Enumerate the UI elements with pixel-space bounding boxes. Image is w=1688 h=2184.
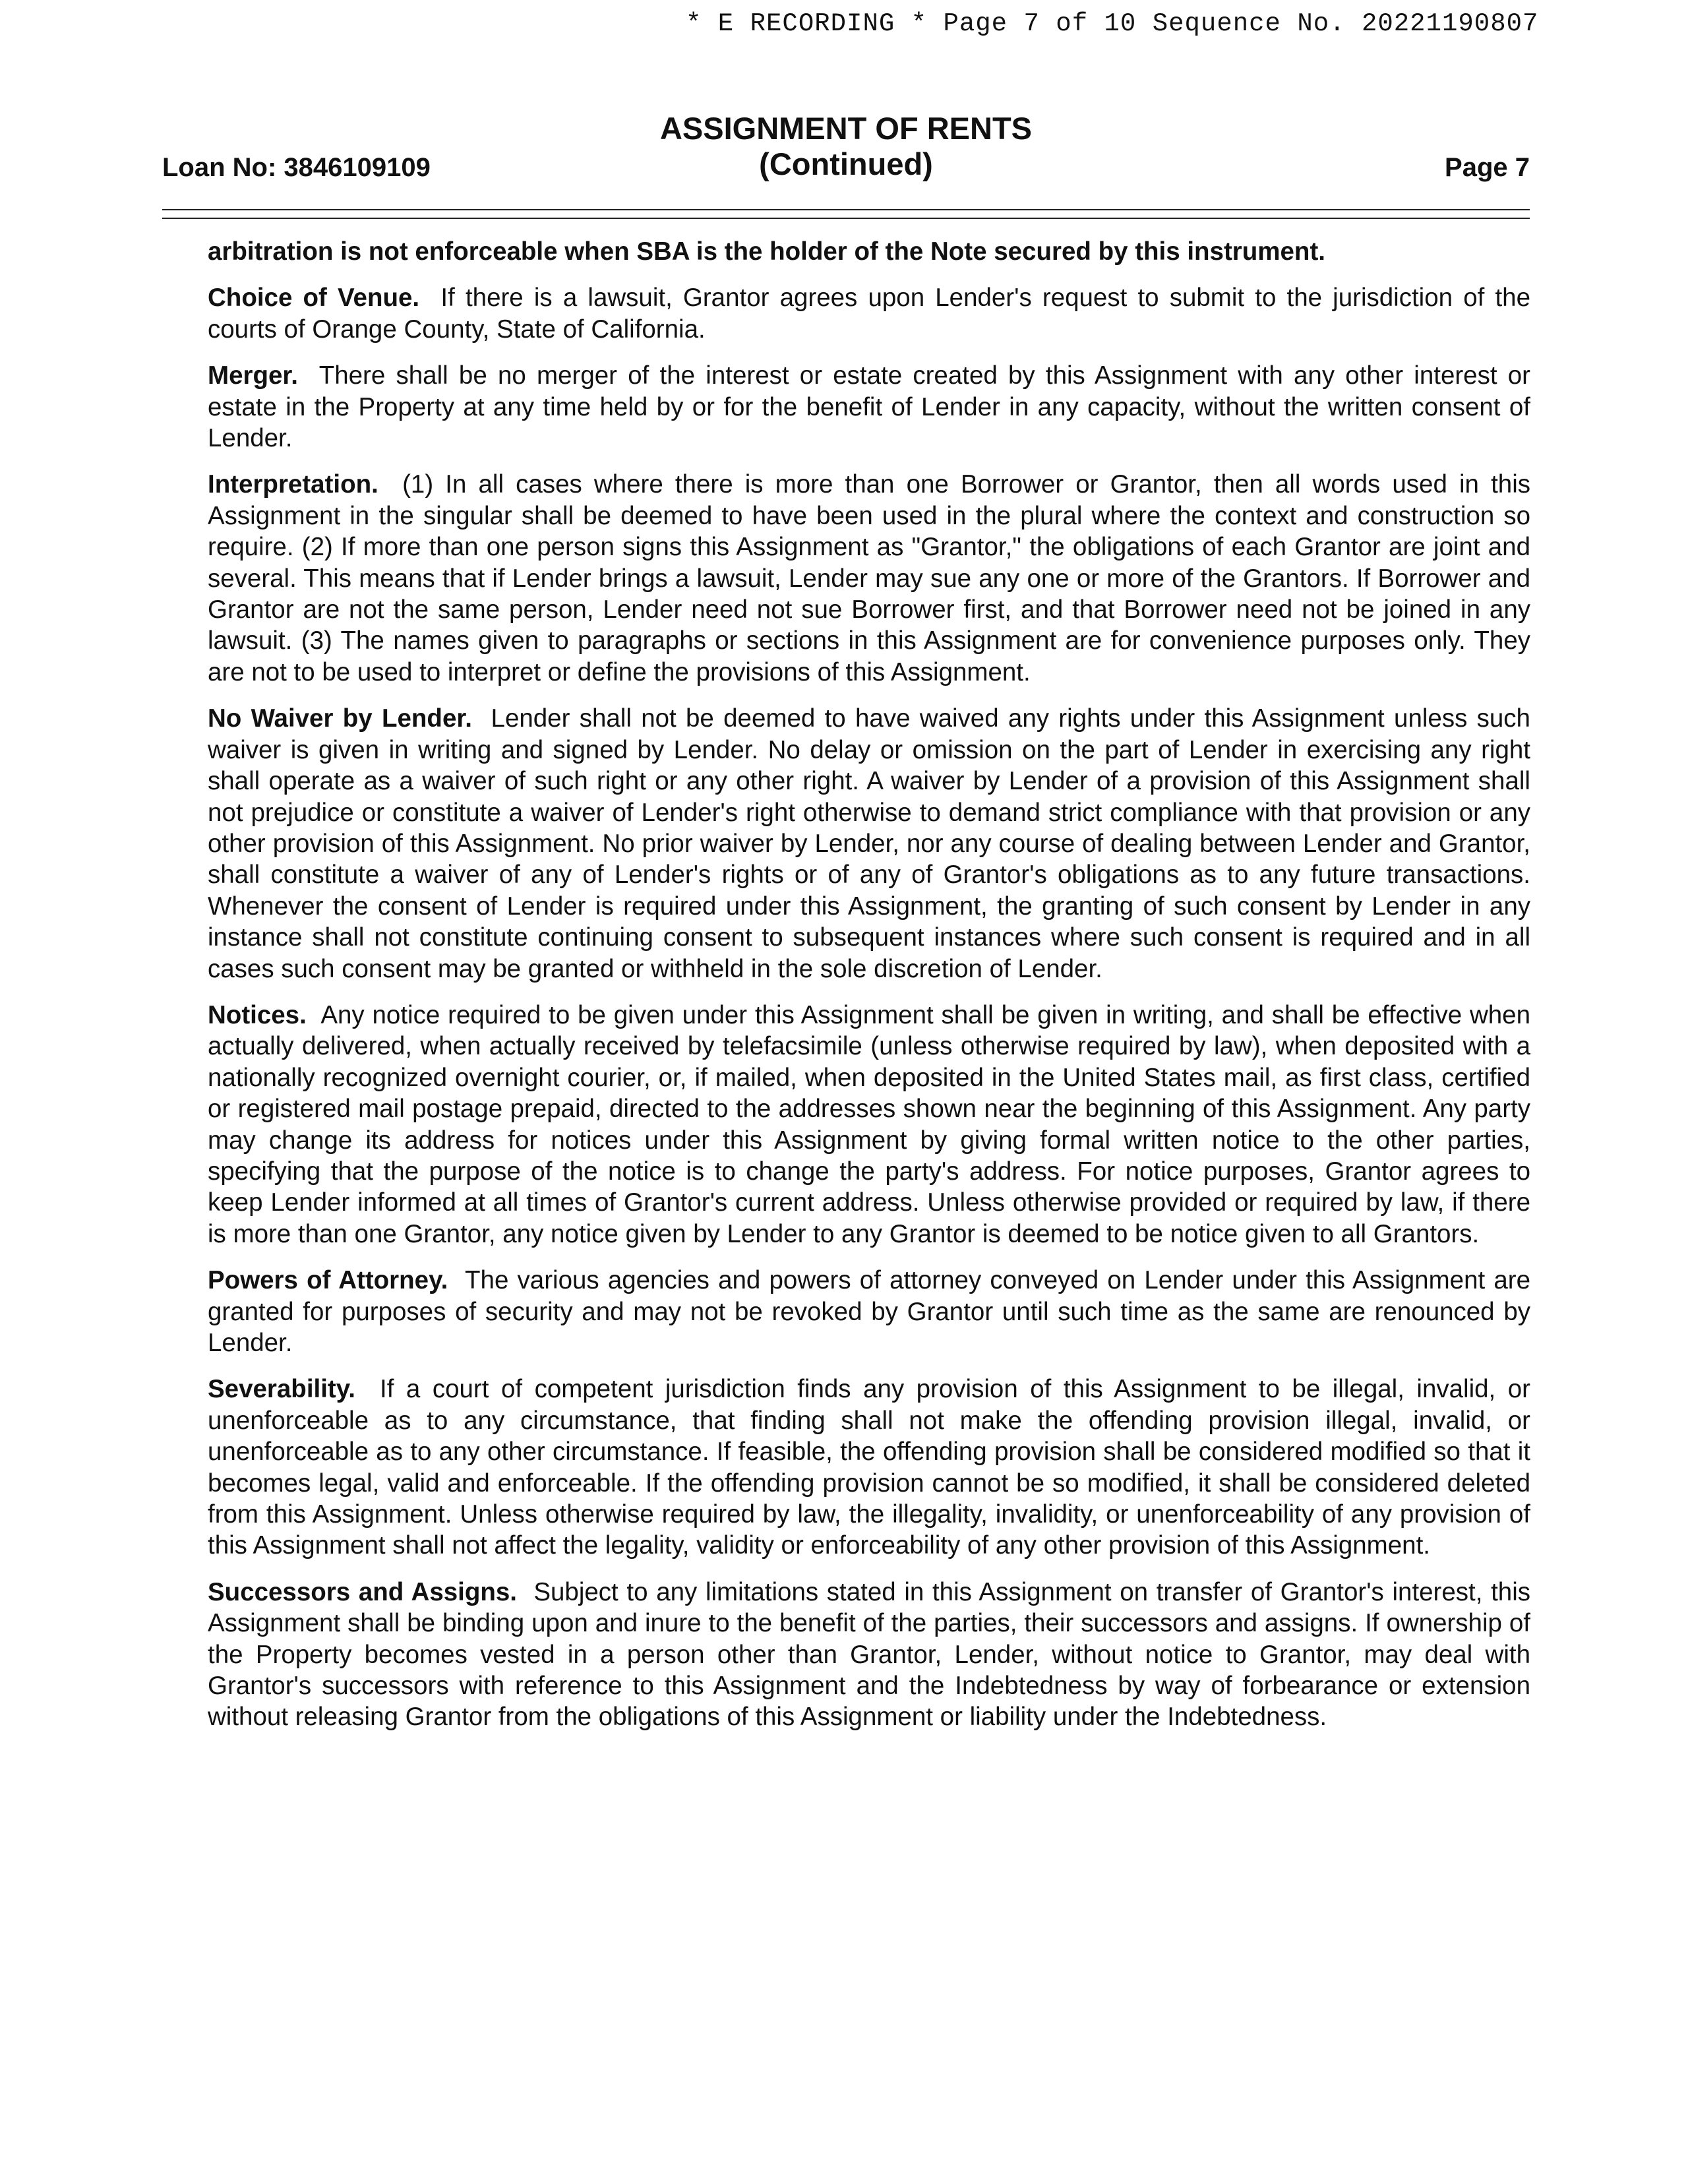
- section-heading: Successors and Assigns.: [208, 1577, 517, 1606]
- section-text: There shall be no merger of the interest or estate created by this Assignment with any other interest or estate in the Property at any time held by or for the benefit of Lender in any capacity, without the written consent of Lender.: [208, 361, 1530, 453]
- section-text: If a court of competent jurisdiction finds any provision of this Assignment to be illegal, invalid, or unenforceable as to any circumstance, that finding shall not make the offending provision illegal, invalid, or unenforceable as to any other circumstance. If feasible, the offending provision shall be considered modified so that it becomes legal, valid and enforceable. If the offending provision cannot be so modified, it shall be considered deleted from this Assignment. Unless otherwise required by law, the illegality, invalidity, or unenforceability of any provision of this Assignment shall not affect the legality, validity or enforceability of any other provision of this Assignment.: [208, 1375, 1530, 1560]
- section-heading: No Waiver by Lender.: [208, 704, 472, 733]
- section-text: The various agencies and powers of attorney conveyed on Lender under this Assignment are granted for purposes of security and may not be revoked by Grantor until such time as the same are renounced by Lender.: [208, 1266, 1530, 1357]
- section-text: Lender shall not be deemed to have waived any rights under this Assignment unless such waiver is given in writing and signed by Lender. No delay or omission on the part of Lender in exercising any right shall operate as a waiver of such right or any other right. A waiver by Lender of a provision of this Assignment shall not prejudice or constitute a waiver of Lender's right otherwise to demand strict compliance with that provision or any other provision of this Assignment. No prior waiver by Lender, nor any course of dealing between Lender and Grantor, shall constitute a waiver of any of Lender's rights or of any of Grantor's obligations as to any future transactions. Whenever the consent of Lender is required under this Assignment, the granting of such consent by Lender in any instance shall not constitute continuing consent to subsequent instances where such consent is required and in all cases such consent may be granted or withheld in the sole discretion of Lender.: [208, 704, 1530, 983]
- section-choice-of-venue: [208, 282, 1530, 345]
- section-no-waiver-by-lender: [208, 703, 1530, 985]
- section-merger: [208, 360, 1530, 454]
- section-text: If there is a lawsuit, Grantor agrees upon Lender's request to submit to the jurisdiction of the courts of Orange County, State of California.: [208, 284, 1530, 344]
- scan-artifact: [99, 2146, 297, 2154]
- continued-clause: arbitration is not enforceable when SBA is the holder of the Note secured by this instrument.: [208, 237, 1325, 266]
- section-text: (1) In all cases where there is more than one Borrower or Grantor, then all words used in this Assignment in the singular shall be deemed to have been used in the plural where the context and construction so require. (2) If more than one person signs this Assignment as "Grantor," the obligations of each Grantor are joint and several. This means that if Lender brings a lawsuit, Lender may sue any one or more of the Grantors. If Borrower and Grantor are not the same person, Lender need not sue Borrower first, and that Borrower need not be joined in any lawsuit. (3) The names given to paragraphs or sections in this Assignment are for convenience purposes only. They are not to be used to interpret or define the provisions of this Assignment.: [208, 470, 1530, 686]
- document-title: ASSIGNMENT OF RENTS: [659, 111, 1033, 146]
- section-heading: Severability.: [208, 1375, 355, 1404]
- section-heading: Choice of Venue.: [208, 284, 420, 313]
- loan-number: Loan No: 3846109109: [162, 153, 431, 182]
- section-notices: [208, 1000, 1530, 1250]
- section-severability: [208, 1374, 1530, 1561]
- document-subtitle: (Continued): [759, 146, 933, 181]
- section-interpretation: [208, 469, 1530, 688]
- document-header: [162, 111, 1530, 190]
- section-heading: Interpretation.: [208, 470, 378, 499]
- page-number: Page 7: [1445, 153, 1530, 182]
- section-heading: Merger.: [208, 361, 298, 390]
- header-rule-bottom: [162, 218, 1530, 219]
- section-text: Any notice required to be given under this Assignment shall be given in writing, and shall be effective when actually delivered, when actually received by telefacsimile (unless otherwise required by law), when deposited with a nationally recognized overnight courier, or, if mailed, when deposited in the United States mail, as first class, certified or registered mail postage prepaid, directed to the addresses shown near the beginning of this Assignment. Any party may change its address for notices under this Assignment by giving formal written notice to the other parties, specifying that the purpose of the notice is to change the party's address. For notice purposes, Grantor agrees to keep Lender informed at all times of Grantor's current address. Unless otherwise provided or required by law, if there is more than one Grantor, any notice given by Lender to any Grantor is deemed to be notice given to all Grantors.: [208, 1000, 1530, 1248]
- section-powers-of-attorney: [208, 1265, 1530, 1358]
- recording-stamp: * E RECORDING * Page 7 of 10 Sequence No. 20221190807: [686, 9, 1539, 38]
- section-successors-and-assigns: [208, 1577, 1530, 1733]
- header-rule-top: [162, 209, 1530, 210]
- section-text: Subject to any limitations stated in this Assignment on transfer of Grantor's interest, this Assignment shall be binding upon and inure to the benefit of the parties, their successors and assigns. If ownership of the Property becomes vested in a person other than Grantor, Lender, without notice to Grantor, may deal with Grantor's successors with reference to this Assignment and the Indebtedness by way of forbearance or extension without releasing Grantor from the obligations of this Assignment or liability under the Indebtedness.: [208, 1577, 1531, 1732]
- section-heading: Powers of Attorney.: [208, 1266, 448, 1295]
- section-heading: Notices.: [208, 1000, 307, 1029]
- document-body: [208, 236, 1530, 1748]
